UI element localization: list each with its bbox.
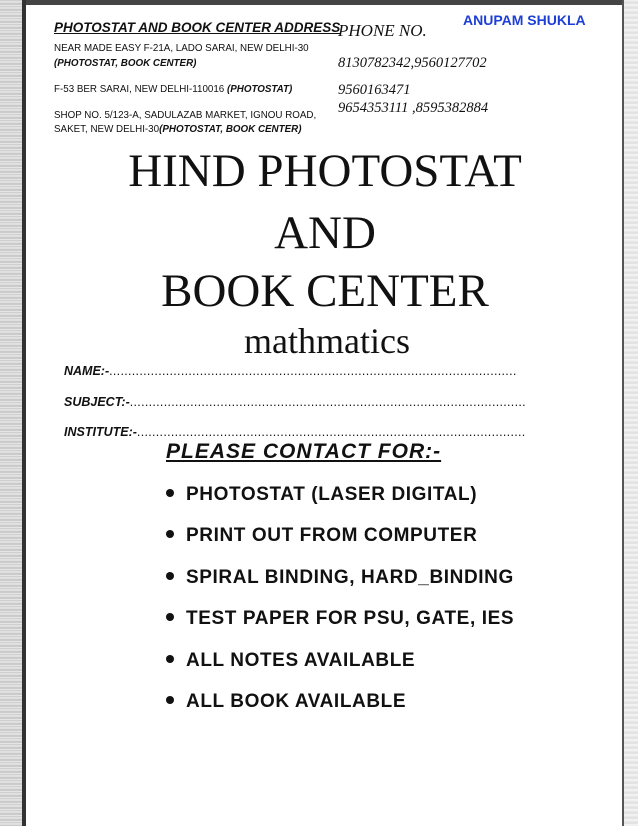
service-label: PHOTOSTAT (LASER DIGITAL) (186, 484, 478, 505)
bullet-icon (166, 572, 174, 580)
title-line-1: HIND PHOTOSTAT (128, 145, 522, 197)
institute-blank: ....................................................................................................... (136, 425, 526, 439)
address-line (54, 84, 292, 95)
service-label: ALL BOOK AVAILABLE (186, 691, 407, 712)
address-line (54, 43, 309, 54)
title-line-2: AND (274, 207, 376, 259)
service-item (166, 691, 406, 713)
address-text: NEAR MADE EASY F-21A, LADO SARAI, NEW DELHI-30 (54, 43, 309, 54)
bullet-icon (166, 655, 174, 663)
contact-heading: PLEASE CONTACT FOR:- (166, 440, 442, 463)
service-label: TEST PAPER FOR PSU, GATE, IES (186, 608, 515, 629)
subject-title: mathmatics (244, 321, 410, 361)
address-line (54, 124, 302, 135)
address-title: PHOTOSTAT AND BOOK CENTER ADDRESS (54, 20, 341, 35)
address-tag: (PHOTOSTAT, BOOK CENTER) (159, 124, 302, 135)
title-line-3: BOOK CENTER (161, 265, 489, 317)
institute-label: INSTITUTE:- (64, 425, 137, 439)
service-item (166, 525, 477, 547)
subject-label: SUBJECT:- (64, 395, 130, 409)
service-item (166, 608, 514, 630)
phone-number: 9654353111 ,8595382884 (338, 100, 489, 116)
scan-edge-right (622, 0, 624, 826)
service-label: PRINT OUT FROM COMPUTER (186, 525, 478, 546)
service-item (166, 650, 415, 672)
scan-shadow-right (622, 0, 638, 826)
institute-field (64, 425, 526, 439)
subject-blank: ......................................................................................................... (129, 395, 526, 409)
service-label: ALL NOTES AVAILABLE (186, 650, 416, 671)
subject-field (64, 395, 526, 409)
address-line (54, 110, 316, 121)
address-text: F-53 BER SARAI, NEW DELHI-110016 (54, 84, 227, 95)
scan-edge-top (26, 0, 622, 5)
scan-edge-left (22, 0, 26, 826)
author-name: ANUPAM SHUKLA (463, 12, 586, 28)
bullet-icon (166, 489, 174, 497)
phone-number: 8130782342,9560127702 (338, 55, 487, 71)
address-text: SAKET, NEW DELHI-30 (54, 124, 160, 135)
service-label: SPIRAL BINDING, HARD_BINDING (186, 567, 514, 588)
address-line (54, 58, 196, 69)
phone-label: PHONE NO. (338, 21, 427, 40)
bullet-icon (166, 613, 174, 621)
address-tag: (PHOTOSTAT, BOOK CENTER) (54, 58, 197, 69)
service-item (166, 567, 514, 589)
name-blank: ............................................................................................................ (109, 364, 517, 378)
name-label: NAME:- (64, 364, 110, 378)
name-field (64, 364, 517, 378)
address-tag: (PHOTOSTAT) (226, 84, 293, 95)
bullet-icon (166, 696, 174, 704)
phone-number: 9560163471 (338, 82, 411, 98)
service-item (166, 484, 477, 506)
bullet-icon (166, 530, 174, 538)
address-text: SHOP NO. 5/123-A, SADULAZAB MARKET, IGNOU ROAD, (54, 110, 317, 121)
